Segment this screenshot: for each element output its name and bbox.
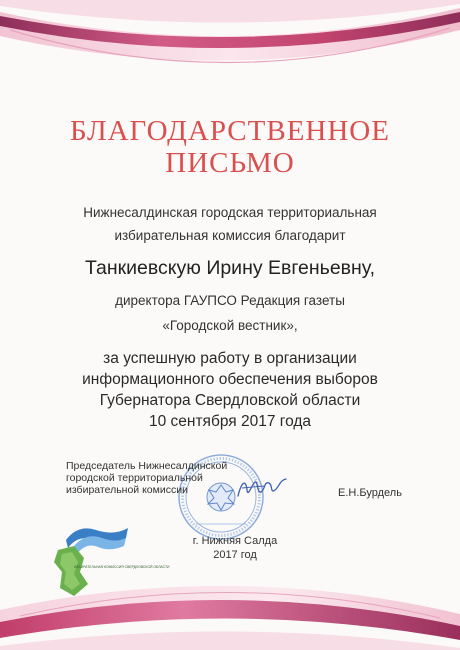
reason-line1: за успешную работу в организации (103, 350, 357, 367)
signer-title-line1: Председатель Нижнесалдинской (66, 460, 228, 472)
top-decorative-border (0, 0, 460, 105)
signer-name: Е.Н.Бурдель (338, 487, 402, 499)
reason-line3: Губернатора Свердловской области (99, 392, 361, 409)
recipient-name: Танкиевскую Ирину Евгеньевну, (84, 257, 376, 279)
signer-title (66, 460, 236, 496)
recipient-position-line1: директора ГАУПСО Редакция газеты (115, 293, 345, 308)
year: 2017 год (213, 549, 257, 561)
signature-icon (234, 474, 292, 502)
signer-title-line2: городской территориальной (66, 472, 203, 484)
certificate-title-line2: ПИСЬМО (165, 147, 295, 179)
reason-line4: 10 сентября 2017 года (148, 413, 312, 430)
recipient-position-line2: «Городской вестник», (162, 318, 298, 333)
issuer-line1: Нижнесалдинская городская территориальная (83, 205, 377, 220)
signer-title-line3: избирательной комиссии (66, 484, 188, 496)
bottom-decorative-border (0, 540, 460, 650)
reason-line2: информационного обеспечения выборов (82, 371, 378, 388)
place: г. Нижняя Салда (192, 535, 278, 547)
issuer-line2: избирательная комиссия благодарит (114, 228, 346, 243)
logo-text: ИЗБИРАТЕЛЬНАЯ КОМИССИЯ СВЕРДЛОВСКОЙ ОБЛАСТИ (74, 565, 170, 569)
certificate-title-line1: БЛАГОДАРСТВЕННОЕ (70, 115, 390, 147)
